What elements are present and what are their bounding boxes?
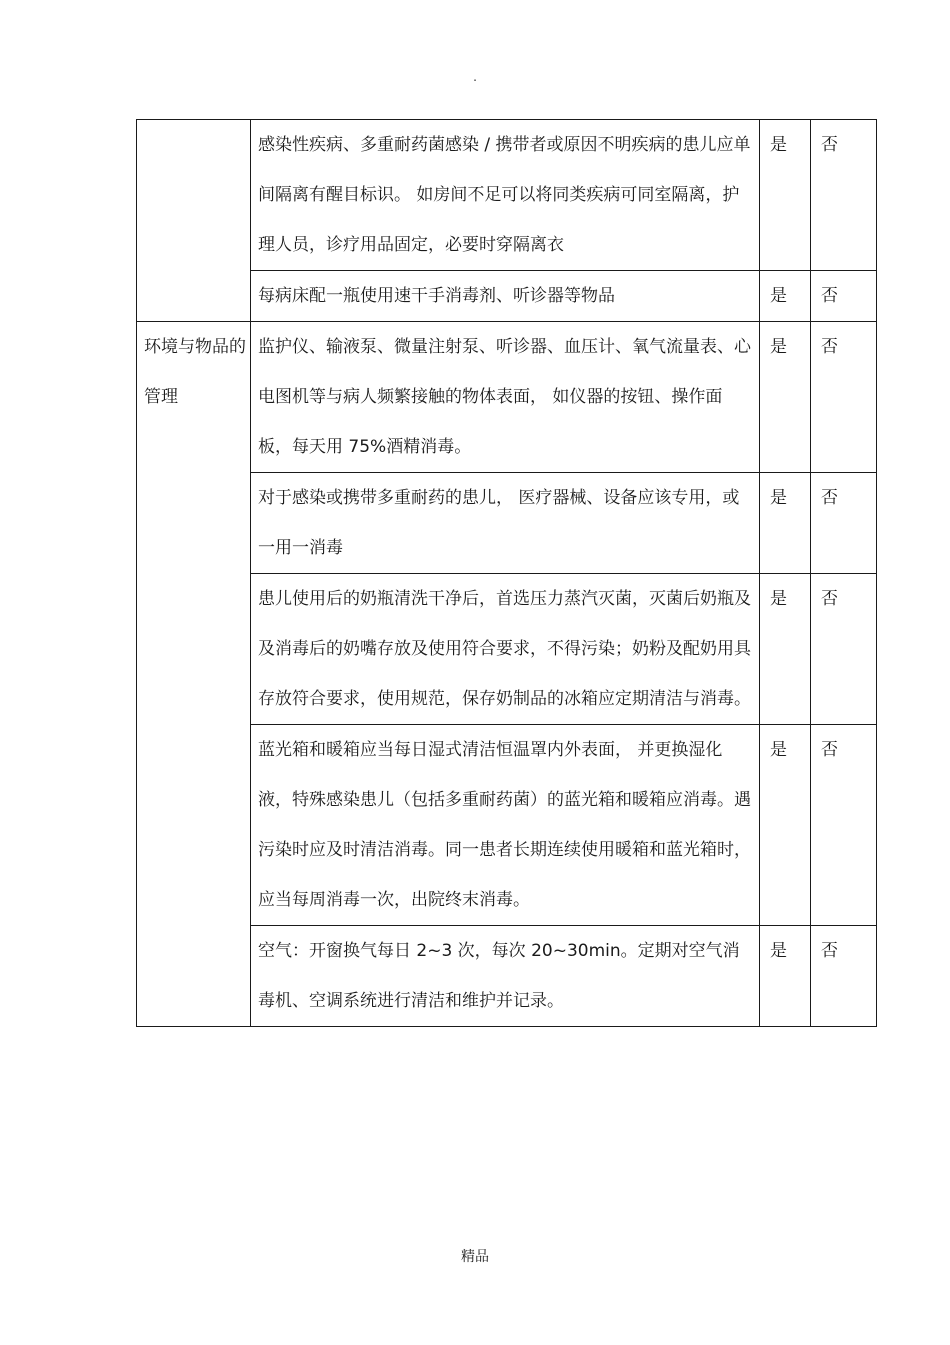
requirement-cell: 监护仪、输液泵、微量注射泵、听诊器、血压计、氧气流量表、心电图机等与病人频繁接触的物体表面， 如仪器的按钮、操作面板，每天用 75%酒精消毒。	[251, 322, 760, 473]
yes-option[interactable]: 是	[760, 926, 811, 1027]
no-option[interactable]: 否	[811, 725, 877, 926]
requirement-cell: 对于感染或携带多重耐药的患儿， 医疗器械、设备应该专用，或一用一消毒	[251, 473, 760, 574]
yes-option[interactable]: 是	[760, 322, 811, 473]
no-option[interactable]: 否	[811, 120, 877, 271]
page-footer: 精品	[461, 1249, 489, 1265]
requirement-cell: 空气：开窗换气每日 2~3 次，每次 20~30min。定期对空气消毒机、空调系统进行清洁和维护并记录。	[251, 926, 760, 1027]
inspection-checklist-table	[136, 119, 877, 1027]
requirement-cell: 患儿使用后的奶瓶清洗干净后，首选压力蒸汽灭菌，灭菌后奶瓶及及消毒后的奶嘴存放及使用符合要求，不得污染；奶粉及配奶用具存放符合要求，使用规范，保存奶制品的冰箱应定期清洁与消毒。	[251, 574, 760, 725]
category-cell	[137, 120, 251, 322]
requirement-cell: 蓝光箱和暖箱应当每日湿式清洁恒温罩内外表面， 并更换湿化液，特殊感染患儿（包括多重耐药菌）的蓝光箱和暖箱应消毒。遇污染时应及时清洁消毒。同一患者长期连续使用暖箱和蓝光箱时，应当每周消毒一次，出院终末消毒。	[251, 725, 760, 926]
yes-option[interactable]: 是	[760, 120, 811, 271]
no-option[interactable]: 否	[811, 473, 877, 574]
table-row	[137, 120, 877, 271]
no-option[interactable]: 否	[811, 271, 877, 322]
yes-option[interactable]: 是	[760, 473, 811, 574]
requirement-cell: 感染性疾病、多重耐药菌感染 / 携带者或原因不明疾病的患儿应单间隔离有醒目标识。 如房间不足可以将同类疾病可同室隔离，护理人员，诊疗用品固定，必要时穿隔离衣	[251, 120, 760, 271]
page-header-mark: .	[473, 70, 477, 84]
table-row	[137, 322, 877, 473]
no-option[interactable]: 否	[811, 926, 877, 1027]
requirement-cell: 每病床配一瓶使用速干手消毒剂、听诊器等物品	[251, 271, 760, 322]
yes-option[interactable]: 是	[760, 725, 811, 926]
no-option[interactable]: 否	[811, 322, 877, 473]
no-option[interactable]: 否	[811, 574, 877, 725]
yes-option[interactable]: 是	[760, 574, 811, 725]
category-cell: 环境与物品的管理	[137, 322, 251, 1027]
yes-option[interactable]: 是	[760, 271, 811, 322]
